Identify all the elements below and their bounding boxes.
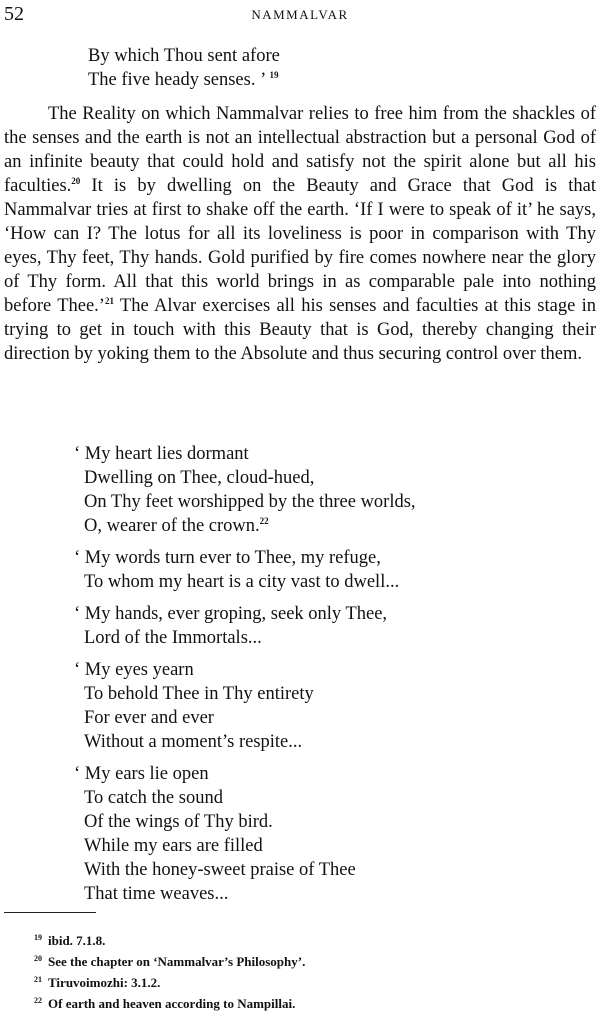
verse-line-text: The five heady senses. ’ — [88, 70, 265, 90]
verse-line: For ever and ever — [84, 708, 214, 728]
verse-line: To behold Thee in Thy entirety — [84, 684, 314, 704]
paragraph-text: The Alvar exercises all his senses and faculties at this stage in trying to get in touch with this Beauty that is God, thereby changing their direction by yoking them to the Absolute and thus securing control over them. — [4, 296, 597, 364]
page-header — [4, 3, 596, 27]
opening-verse — [88, 44, 280, 92]
footnote-text: Tiruvoimozhi: 3.1.2. — [48, 975, 161, 990]
stanza — [74, 602, 416, 650]
footnote-mark: 22 — [34, 995, 42, 1005]
verse-line: Lord of the Immortals... — [84, 628, 262, 648]
footnote-divider — [4, 912, 96, 913]
footnote — [34, 951, 305, 972]
footnote-text: ibid. 7.1.8. — [48, 933, 106, 948]
stanza — [74, 546, 416, 594]
running-head: NAMMALVAR — [251, 7, 349, 22]
verse-line: Dwelling on Thee, cloud-hued, — [84, 468, 315, 488]
footnote-ref: 19 — [269, 69, 279, 80]
footnote-ref: 20 — [71, 175, 81, 186]
verse-line: Without a moment’s respite... — [84, 732, 303, 752]
verse-line-text: O, wearer of the crown. — [84, 516, 260, 536]
verse-line: To catch the sound — [84, 788, 223, 808]
page-number: 52 — [4, 3, 24, 25]
paragraph-text: The Reality on which Nammalvar relies to free him from the shackles of the senses and the earth is not an intellectual abstraction but a personal God of an infinite beauty that could hold and satisfy not the spirit alone but all his faculties. — [4, 104, 596, 196]
verse-line: By which Thou sent afore — [88, 46, 280, 66]
stanza — [74, 442, 416, 538]
footnote-mark: 21 — [34, 974, 42, 984]
stanza — [74, 762, 416, 906]
verse-line: On Thy feet worshipped by the three worlds, — [84, 492, 416, 512]
verse-line: While my ears are filled — [84, 836, 263, 856]
verse-line: To whom my heart is a city vast to dwell... — [84, 572, 400, 592]
footnote-mark: 20 — [34, 953, 42, 963]
footnote — [34, 930, 305, 951]
body-paragraph — [4, 102, 596, 366]
footnotes — [34, 930, 305, 1014]
footnote — [34, 972, 305, 993]
footnote-mark: 19 — [34, 932, 42, 942]
verse-line: ‘ My ears lie open — [74, 764, 209, 784]
verse-line — [74, 514, 416, 538]
verse-line: ‘ My eyes yearn — [74, 660, 194, 680]
footnote-text: See the chapter on ‘Nammalvar’s Philosophy’. — [48, 954, 306, 969]
footnote-ref: 22 — [259, 515, 269, 526]
verse-line — [88, 68, 280, 92]
paragraph-text: It is by dwelling on the Beauty and Grace that God is that Nammalvar tries at first to shake off the earth. ‘If I were to speak of it’ he says, ‘How can I? The lotus for all its loveliness is poor in comparison with Thy eyes, Thy feet, Thy hands. Gold purified by fire comes nowhere near the glory of Thy form. All that this world brings in as comparable pale into nothing before Thee.’ — [4, 176, 596, 316]
verse-line: Of the wings of Thy bird. — [84, 812, 273, 832]
verse-line: With the honey-sweet praise of Thee — [84, 860, 356, 880]
verse-line: That time weaves... — [84, 884, 229, 904]
verse-line: ‘ My heart lies dormant — [74, 444, 249, 464]
footnote — [34, 993, 305, 1014]
verse-line: ‘ My hands, ever groping, seek only Thee, — [74, 604, 388, 624]
stanza — [74, 658, 416, 754]
verse-line: ‘ My words turn ever to Thee, my refuge, — [74, 548, 381, 568]
footnote-ref: 21 — [104, 295, 114, 306]
footnote-text: Of earth and heaven according to Nampillai. — [48, 996, 296, 1011]
quoted-stanzas — [74, 442, 416, 914]
